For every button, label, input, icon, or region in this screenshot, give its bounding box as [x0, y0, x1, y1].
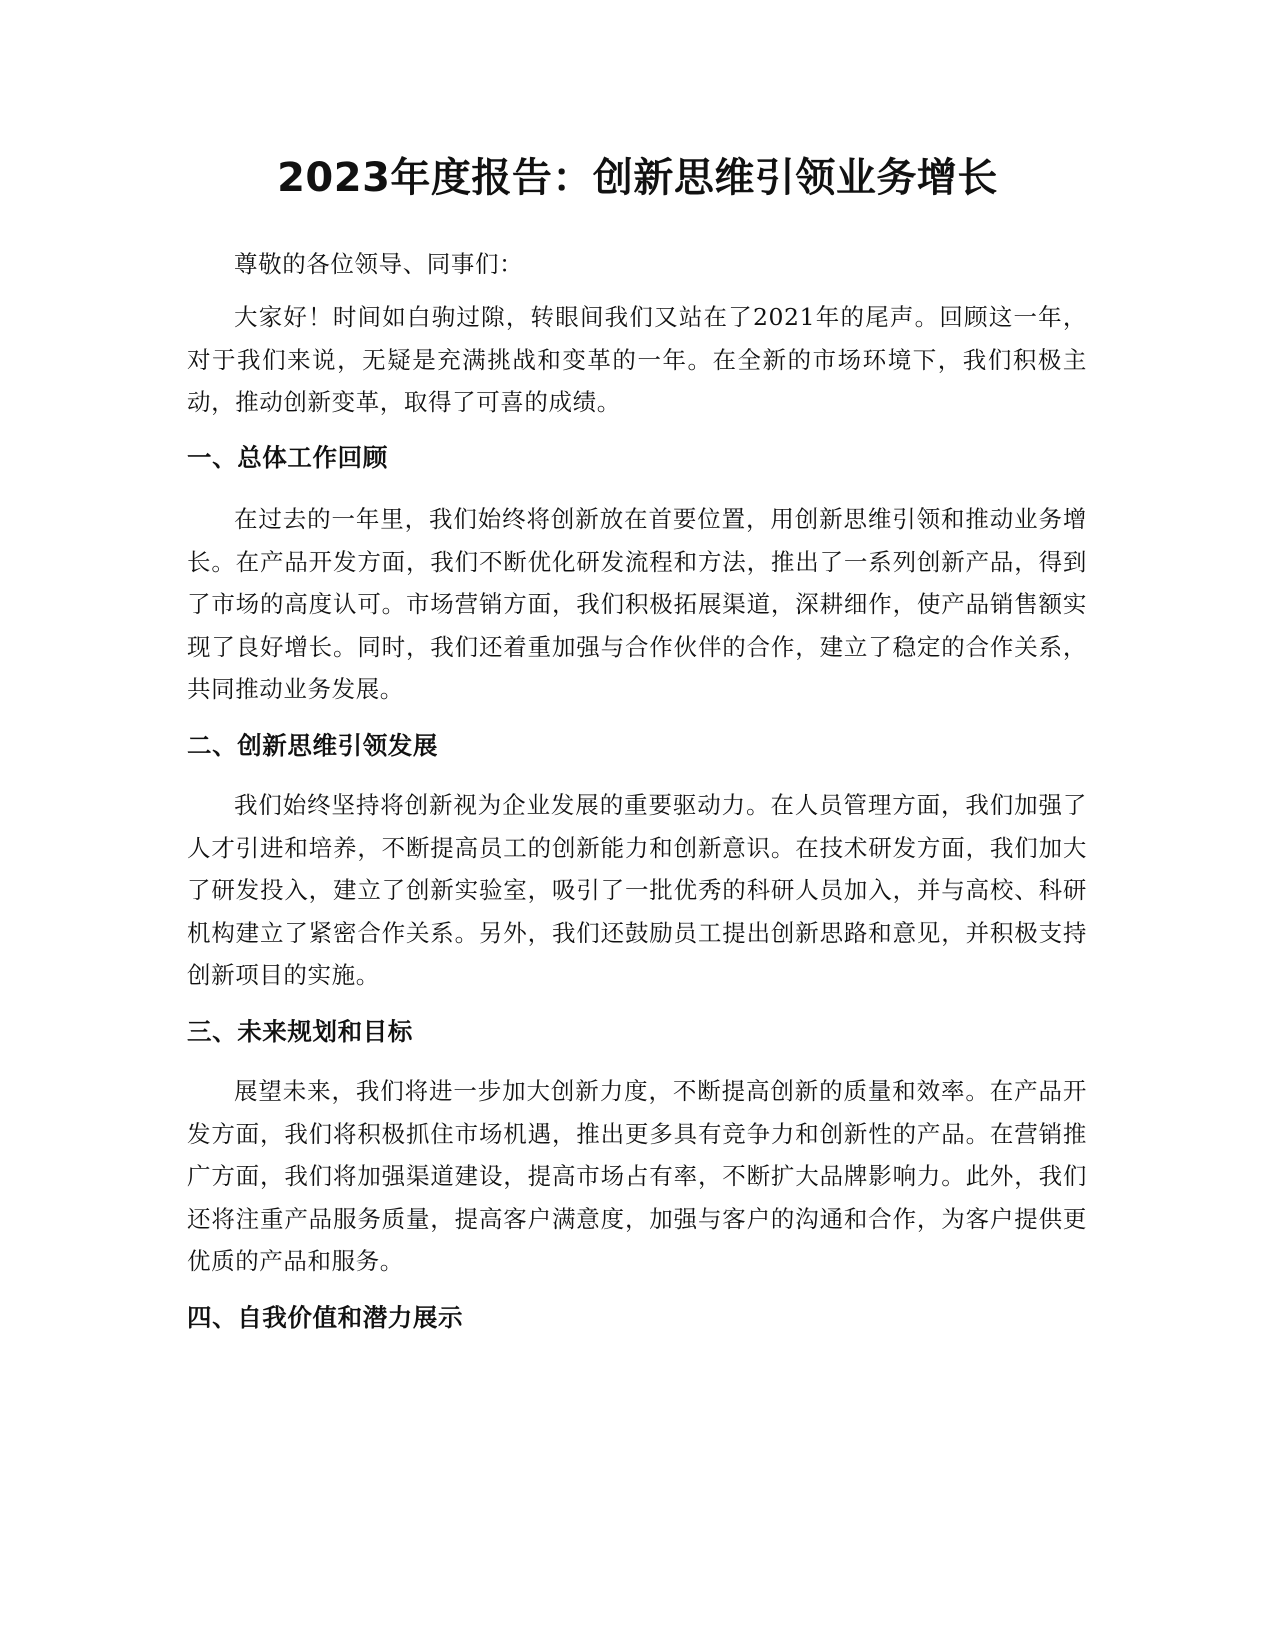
section-heading-overview: 一、总体工作回顾 [187, 443, 388, 472]
section-body-overview: 在过去的一年里，我们始终将创新放在首要位置，用创新思维引领和推动业务增长。在产品开发方面，我们不断优化研发流程和方法，推出了一系列创新产品，得到了市场的高度认可。市场营销方面，我们积极拓展渠道，深耕细作，使产品销售额实现了良好增长。同时，我们还着重加强与合作伙伴的合作，建立了稳定的合作关系，共同推动业务发展。 [187, 505, 1087, 703]
section-body-future: 展望未来，我们将进一步加大创新力度，不断提高创新的质量和效率。在产品开发方面，我们将积极抓住市场机遇，推出更多具有竞争力和创新性的产品。在营销推广方面，我们将加强渠道建设，提高市场占有率，不断扩大品牌影响力。此外，我们还将注重产品服务质量，提高客户满意度，加强与客户的沟通和合作，为客户提供更优质的产品和服务。 [187, 1077, 1087, 1275]
salutation: 尊敬的各位领导、同事们： [234, 250, 524, 278]
section-heading-innovation: 二、创新思维引领发展 [187, 731, 438, 760]
section-heading-future: 三、未来规划和目标 [187, 1017, 413, 1046]
intro-paragraph: 大家好！时间如白驹过隙，转眼间我们又站在了2021年的尾声。回顾这一年，对于我们来说，无疑是充满挑战和变革的一年。在全新的市场环境下，我们积极主动，推动创新变革，取得了可喜的成绩。 [187, 303, 1087, 416]
document-page [187, 0, 1087, 1650]
document-title: 2023年度报告：创新思维引领业务增长 [277, 155, 998, 201]
section-heading-self-value: 四、自我价值和潜力展示 [187, 1303, 464, 1332]
section-body-innovation: 我们始终坚持将创新视为企业发展的重要驱动力。在人员管理方面，我们加强了人才引进和培养，不断提高员工的创新能力和创新意识。在技术研发方面，我们加大了研发投入，建立了创新实验室，吸引了一批优秀的科研人员加入，并与高校、科研机构建立了紧密合作关系。另外，我们还鼓励员工提出创新思路和意见，并积极支持创新项目的实施。 [187, 791, 1087, 989]
